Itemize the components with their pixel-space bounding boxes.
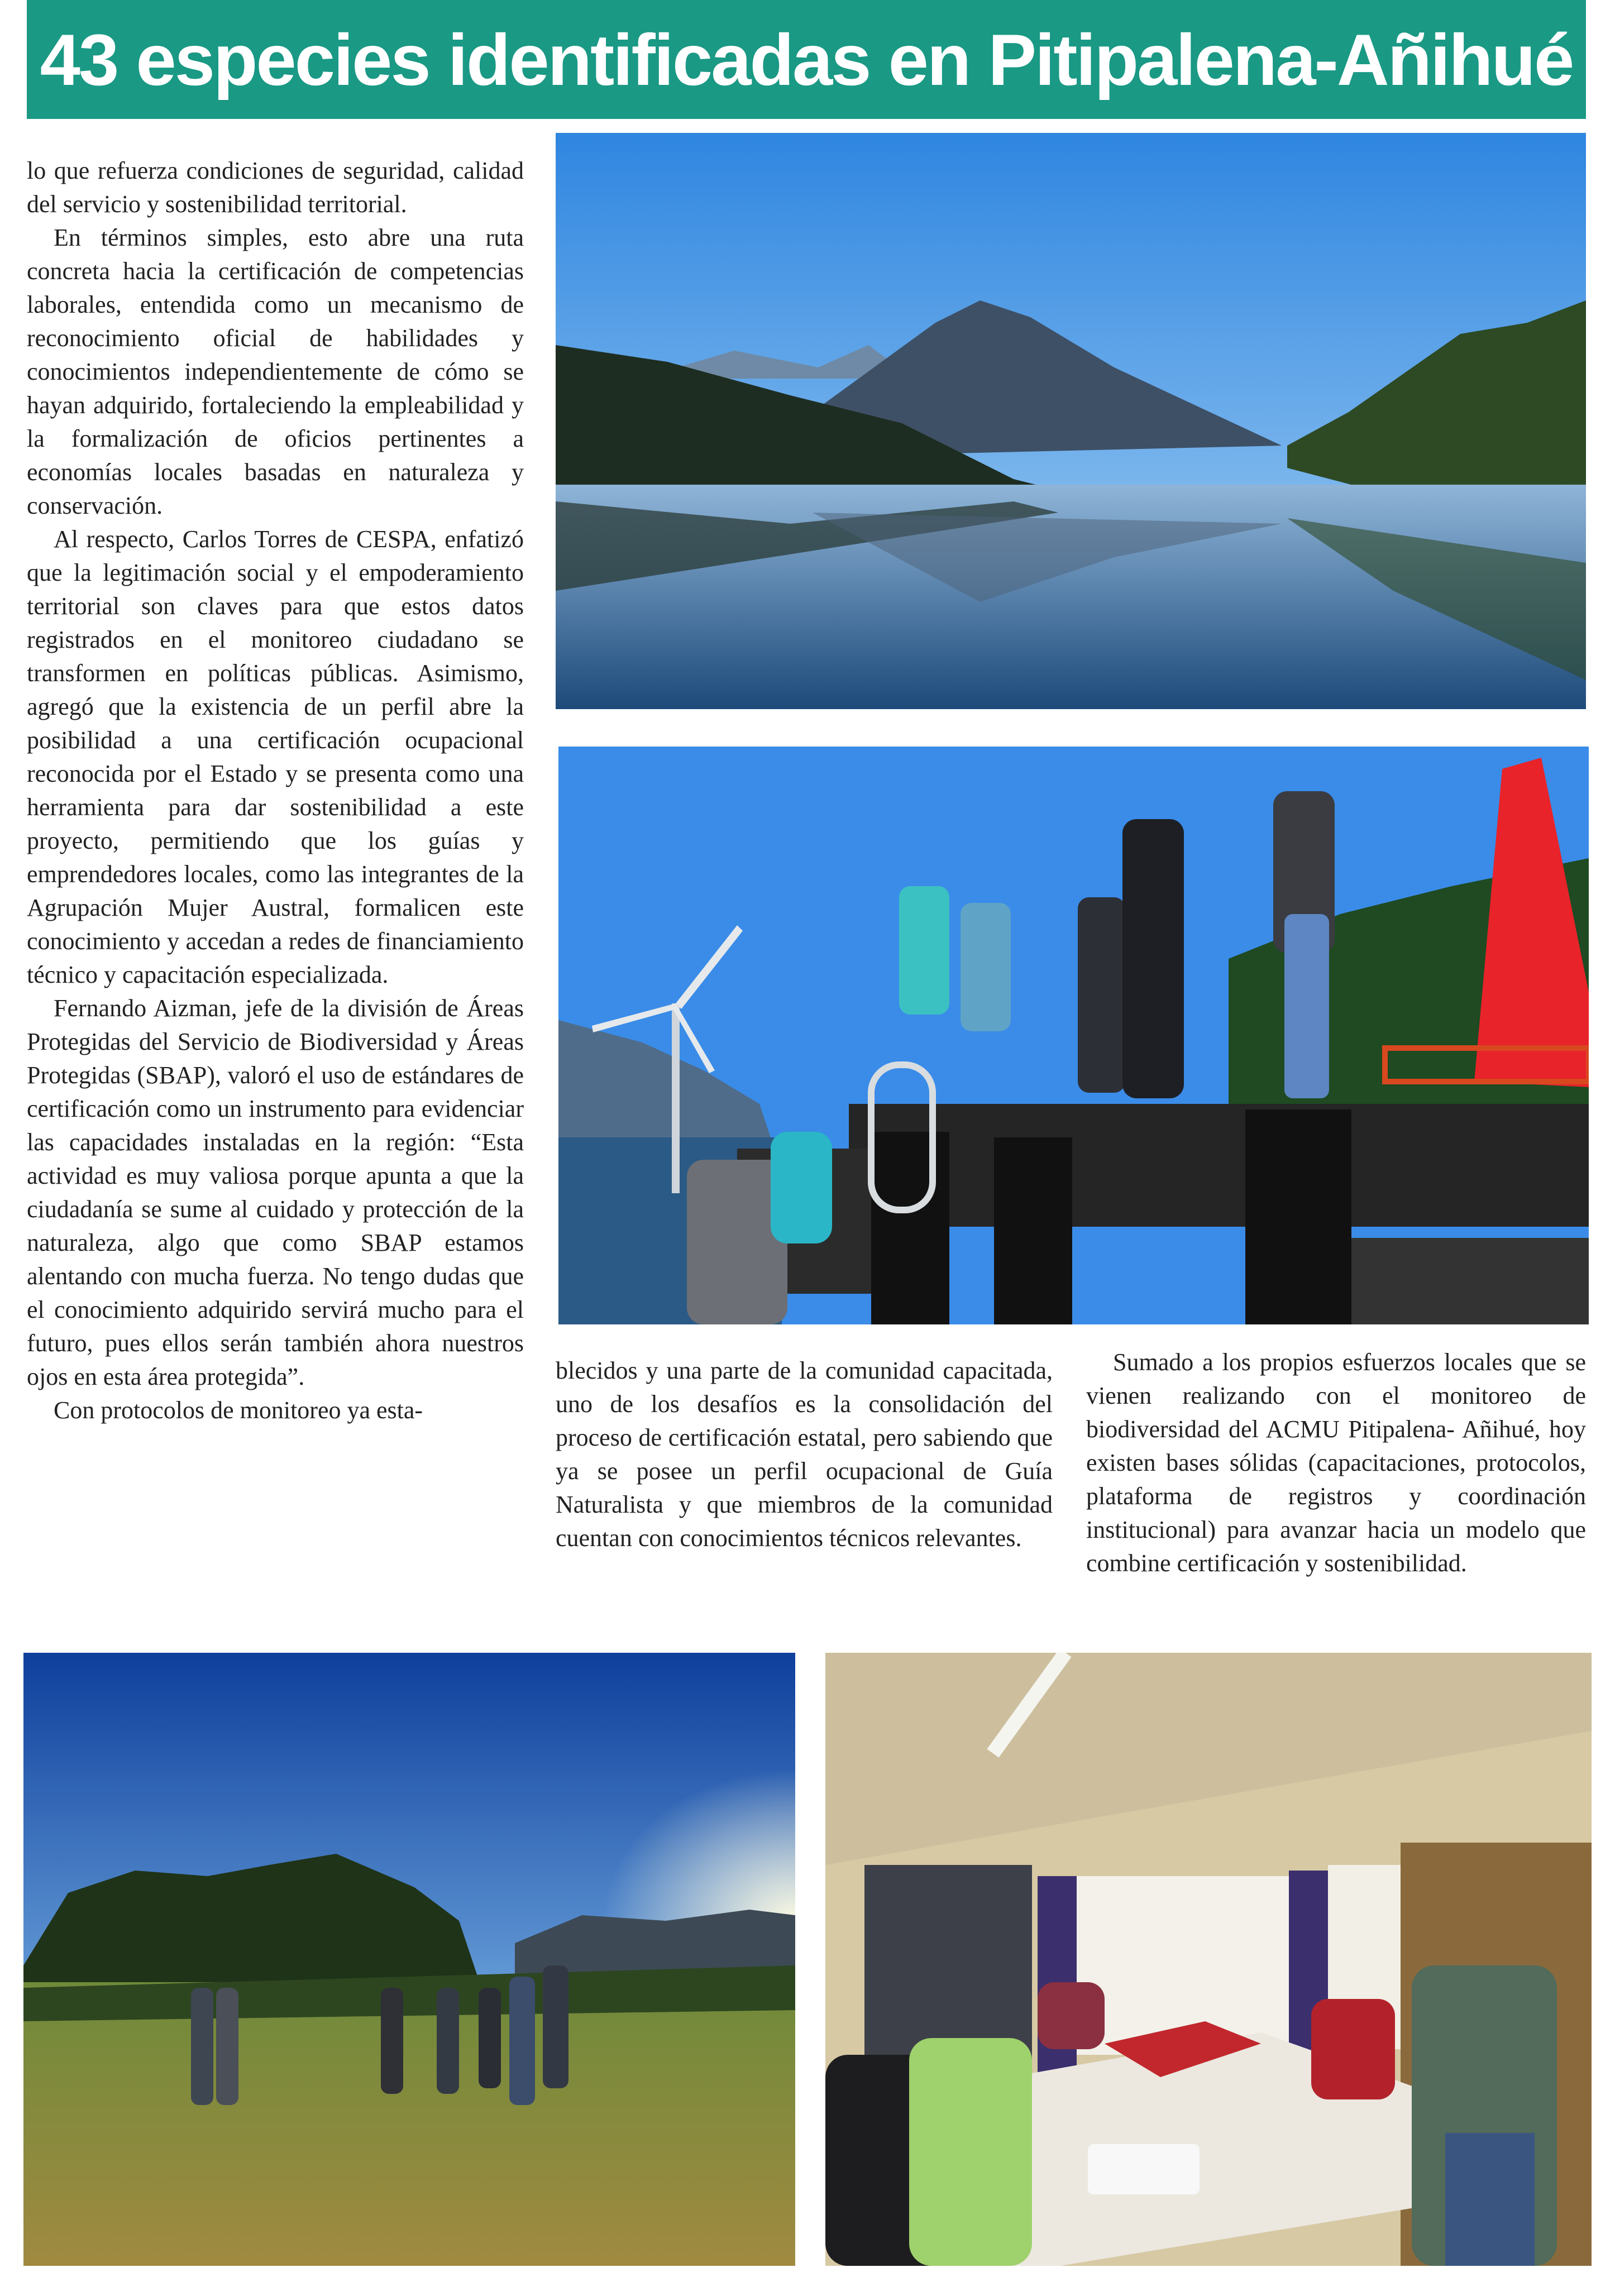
paragraph: blecidos y una parte de la comunidad capacitada, uno de los desafíos es la consolidación del proceso de certificación estatal, pero sabiendo que ya se posee un perfil ocupacional de Guía Naturalista y que miembros de la comunidad cuentan con conocimientos técnicos relevantes. [556,1357,1053,1552]
paragraph: Al respecto, Carlos Torres de CESPA, enfatizó que la legitimación social y el empoderamiento territorial son claves para que estos datos registrados en el monitoreo ciudadano se transformen en políticas públicas. Asimismo, agregó que la existencia de un perfil abre la posibilidad a una certificación ocupacional reconocida por el Estado y se presenta como una herramienta para dar sostenibilidad a este proyecto, permitiendo que los guías y emprendedores locales, como las integrantes de la Agrupación Mujer Austral, formalicen este conocimiento y accedan a redes de financiamiento técnico y capacitación especializada. [27,525,524,988]
paragraph: Con protocolos de monitoreo ya esta- [54,1396,423,1424]
photo-lake-mountains [556,133,1586,709]
paragraph: Sumado a los propios esfuerzos locales que se vienen realizando con el monitoreo de biodiversidad del ACMU Pitipalena- Añihué, hoy existen bases sólidas (capacitaciones, protocolos, plataforma de registros y coordinación institucional) para avanzar hacia un modelo que combine certificación y sostenibilidad. [1086,1348,1586,1577]
photo-group-on-dock [558,747,1589,1324]
photo-indoor-workshop [825,1653,1592,2266]
paragraph: Fernando Aizman, jefe de la división de Áreas Protegidas del Servicio de Biodiversidad y Áreas Protegidas (SBAP), valoró el uso de estándares de certificación como un instrumento para evidenciar las capacidades instaladas en la región: “Esta actividad es muy valiosa porque apunta a que la ciudadanía se sume al cuidado y protección de la naturaleza, algo que como SBAP estamos alentando con mucha fuerza. No tengo dudas que el conocimiento adquirido servirá mucho para el futuro, pues ellos serán también ahora nuestros ojos en esta área protegida”. [27,994,524,1390]
text-column-left [27,154,524,1584]
paragraph: lo que refuerza condiciones de seguridad, calidad del servicio y sostenibilidad territorial. [27,157,524,218]
page-header [27,0,1586,119]
paragraph: En términos simples, esto abre una ruta concreta hacia la certificación de competencias laborales, entendida como un mecanismo de reconocimiento oficial de habilidades y conocimientos independientemente de cómo se hayan adquirido, fortaleciendo la empleabilidad y la formalización de oficios pertinentes a economías locales basadas en naturaleza y conservación. [27,224,524,519]
text-column-middle [556,1354,1053,1600]
text-column-right [1086,1346,1586,1625]
photo-sunrise-birdwatching [23,1653,795,2266]
page-title: 43 especies identificadas en Pitipalena-Añihué [40,18,1573,101]
